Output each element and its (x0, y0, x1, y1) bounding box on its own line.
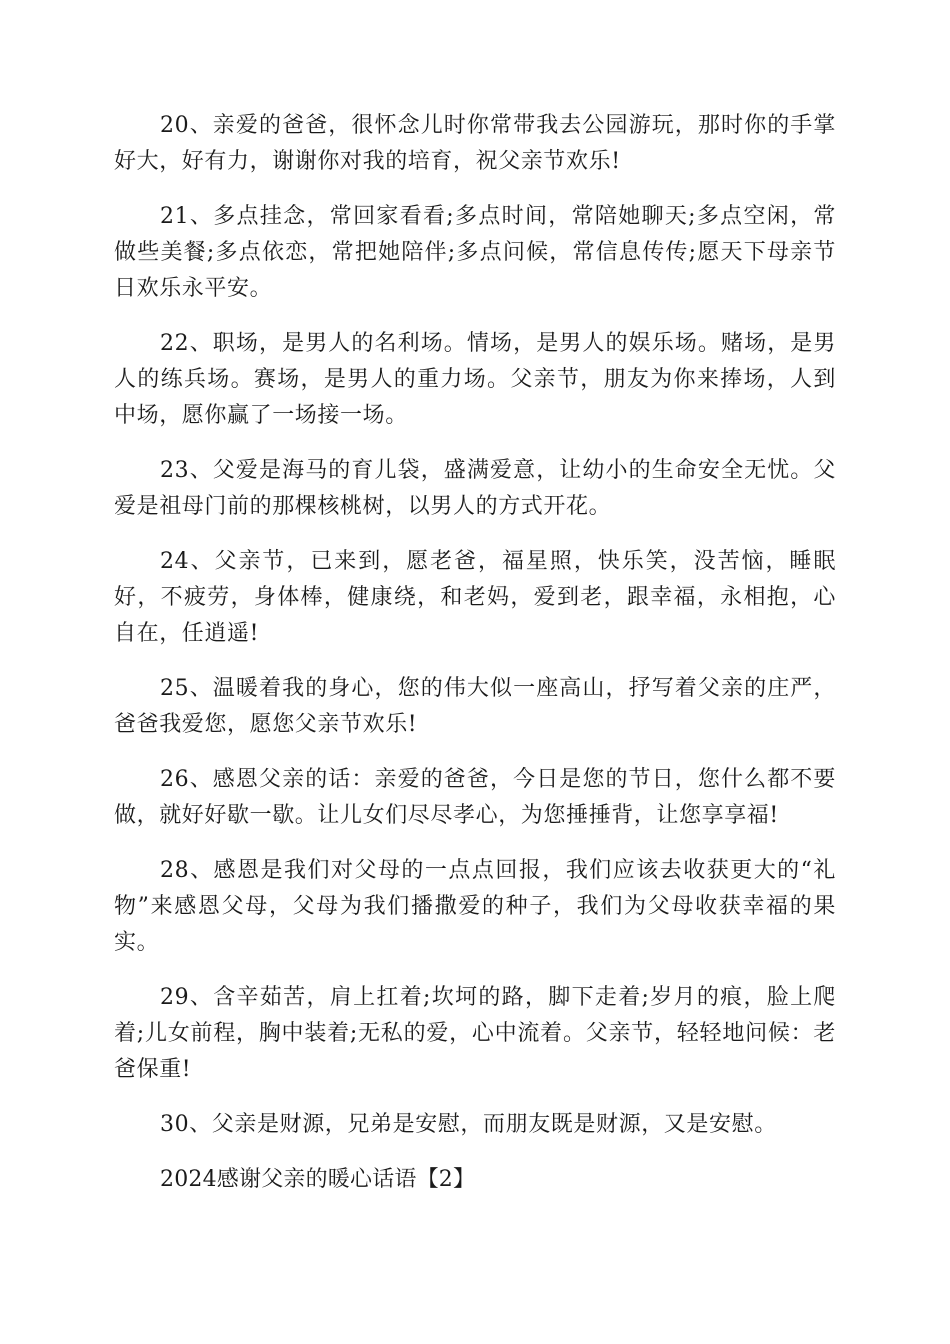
paragraph-23: 23、父爱是海马的育儿袋，盛满爱意，让幼小的生命安全无忧。父爱是祖母门前的那棵核桃树，以男人的方式开花。 (114, 458, 836, 519)
paragraph-24: 24、父亲节，已来到，愿老爸，福星照，快乐笑，没苦恼，睡眠好，不疲劳，身体棒，健康绕，和老妈，爱到老，跟幸福，永相抱，心自在，任逍遥! (114, 549, 836, 646)
section-heading: 2024感谢父亲的暖心话语【2】 (160, 1167, 476, 1192)
paragraph-28: 28、感恩是我们对父母的一点点回报，我们应该去收获更大的“礼物”来感恩父母，父母为我们播撒爱的种子，我们为父母收获幸福的果实。 (114, 858, 836, 955)
paragraph-20: 20、亲爱的爸爸，很怀念儿时你常带我去公园游玩，那时你的手掌好大，好有力，谢谢你对我的培育，祝父亲节欢乐! (114, 113, 836, 174)
paragraph-25: 25、温暖着我的身心，您的伟大似一座高山，抒写着父亲的庄严，爸爸我爱您，愿您父亲节欢乐! (114, 676, 836, 737)
paragraph-21: 21、多点挂念，常回家看看;多点时间，常陪她聊天;多点空闲，常做些美餐;多点依恋，常把她陪伴;多点问候，常信息传传;愿天下母亲节日欢乐永平安。 (114, 204, 836, 301)
document-body (114, 108, 836, 1198)
paragraph-22: 22、职场，是男人的名利场。情场，是男人的娱乐场。赌场，是男人的练兵场。赛场，是男人的重力场。父亲节，朋友为你来捧场，人到中场，愿你赢了一场接一场。 (114, 331, 836, 428)
paragraph-26: 26、感恩父亲的话：亲爱的爸爸，今日是您的节日，您什么都不要做，就好好歇一歇。让儿女们尽尽孝心，为您捶捶背，让您享享福! (114, 767, 836, 828)
paragraph-30: 30、父亲是财源，兄弟是安慰，而朋友既是财源，又是安慰。 (160, 1112, 777, 1137)
paragraph-29: 29、含辛茹苦，肩上扛着;坎坷的路，脚下走着;岁月的痕，脸上爬着;儿女前程，胸中装着;无私的爱，心中流着。父亲节，轻轻地问候：老爸保重! (114, 985, 836, 1082)
